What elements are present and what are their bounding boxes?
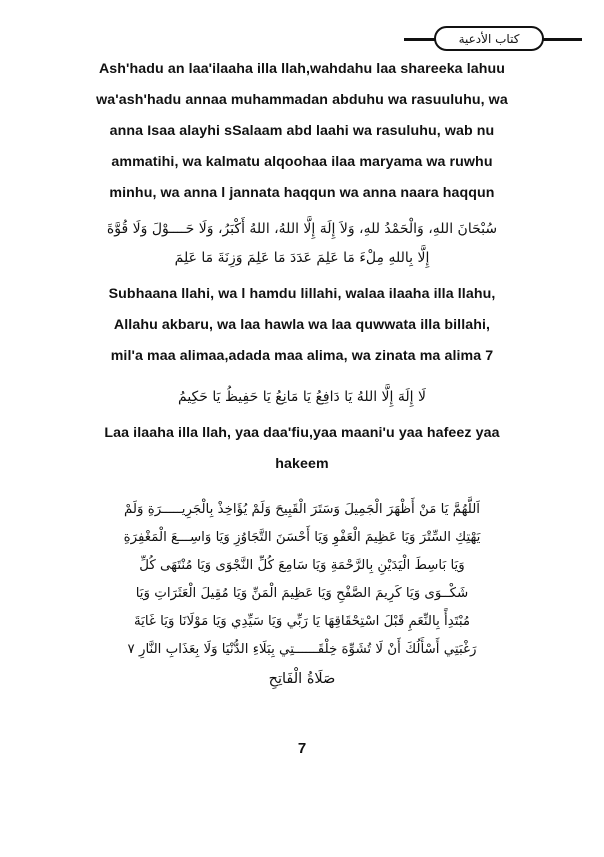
text-line: Allahu akbaru, wa laa hawla wa laa quwwata illa billahi, (113, 317, 491, 333)
text-line: Subhaana llahi, wa l hamdu lillahi, walaa ilaaha illa llahu, (108, 286, 496, 302)
arabic-text-line: رَغْبَتِي أَسْأَلُكَ أَنْ لَا تُشَوِّهَ خِلْقَــــــتِي بِبَلَاءِ الدُّنْيَا وَلَا بِعَذَابِ النَّارِ ٧ (127, 642, 477, 657)
arabic-text-line: اَللَّهُمَّ يَا مَنْ أَظْهَرَ الْجَمِيلَ وَسَتَرَ الْقَبِيحَ وَلَمْ يُؤَاخِذْ بِالْجَرِيـــــرَةِ وَلَمْ (123, 502, 481, 517)
spacer (36, 372, 568, 383)
closing-section-title: صَلَاةُ الْفَاتِحِ (268, 671, 336, 687)
tasbih-arabic-block (36, 215, 568, 273)
text-line: minhu, wa anna l jannata haqqun wa anna naara haqqun (109, 185, 495, 201)
page-header (0, 12, 604, 54)
arabic-text-line: يَهْتِكِ السِّتْرَ وَيَا عَظِيمَ الْعَفْوِ وَيَا أَحْسَنَ التَّجَاوُزِ وَيَا وَاسِـــعَ الْمَغْفِرَةِ (123, 530, 481, 545)
spacer (36, 480, 568, 496)
page-number: 7 (297, 740, 307, 757)
arabic-text-line: شَكْــوَى وَيَا كَرِيمَ الصَّفْحِ وَيَا عَظِيمَ الْمَنِّ وَيَا مُقِيلَ الْعَثَرَاتِ وَيَا (135, 586, 469, 601)
text-line: hakeem (275, 456, 329, 472)
page-content (0, 54, 604, 757)
header-cartouche-text: كتاب الأدعية (458, 31, 520, 46)
text-line: anna Isaa alayhi sSalaam abd laahi wa rasuluhu, wab nu (109, 123, 495, 139)
dafi-arabic-block (36, 383, 568, 412)
arabic-text-line: إِلَّا بِاللهِ مِلْءَ مَا عَلِمَ عَدَدَ مَا عَلِمَ وَزِنَةَ مَا عَلِمَ (174, 250, 430, 266)
text-line: Ash'hadu an laa'ilaaha illa llah,wahdahu laa shareeka lahuu (98, 61, 506, 77)
text-line: Laa ilaaha illa llah, yaa daa'fiu,yaa maani'u yaa hafeez yaa (104, 425, 500, 441)
arabic-text-line: لَا إِلَهَ إِلَّا اللهُ يَا دَافِعُ يَا مَانِعُ يَا حَفِيظُ يَا حَكِيمُ (178, 389, 426, 405)
text-line: mil'a maa alimaa,adada maa alima, wa zinata ma alima 7 (110, 348, 494, 364)
tasbih-transliteration-block (36, 279, 568, 372)
shahada-transliteration-block (36, 54, 568, 209)
text-line: ammatihi, wa kalmatu alqoohaa ilaa maryama wa ruwhu (111, 154, 493, 170)
dua-arabic-block (36, 496, 568, 664)
arabic-text-line: وَيَا بَاسِطَ الْيَدَيْنِ بِالرَّحْمَةِ وَيَا سَامِعَ كُلِّ النَّجْوَى وَيَا مُنْتَهَى كُلِّ (139, 558, 465, 573)
header-cartouche (434, 26, 544, 51)
text-line: wa'ash'hadu annaa muhammadan abduhu wa rasuuluhu, wa (96, 92, 508, 108)
arabic-text-line: سُبْحَانَ اللهِ، وَالْحَمْدُ للهِ، وَلاَ إِلَهَ إِلَّا اللهُ، اللهُ أَكْبَرُ، وَلَا حَــــوْلَ وَلَا قُوَّةَ (106, 221, 498, 237)
dafi-transliteration-block (36, 418, 568, 480)
arabic-text-line: مُبْتَدِأً بِالنِّعَمِ قَبْلَ اسْتِحْقَاقِهَا يَا رَبِّي وَيَا سَيِّدِي وَيَا مَوْلَانَا وَيَا غَايَةَ (133, 614, 471, 629)
